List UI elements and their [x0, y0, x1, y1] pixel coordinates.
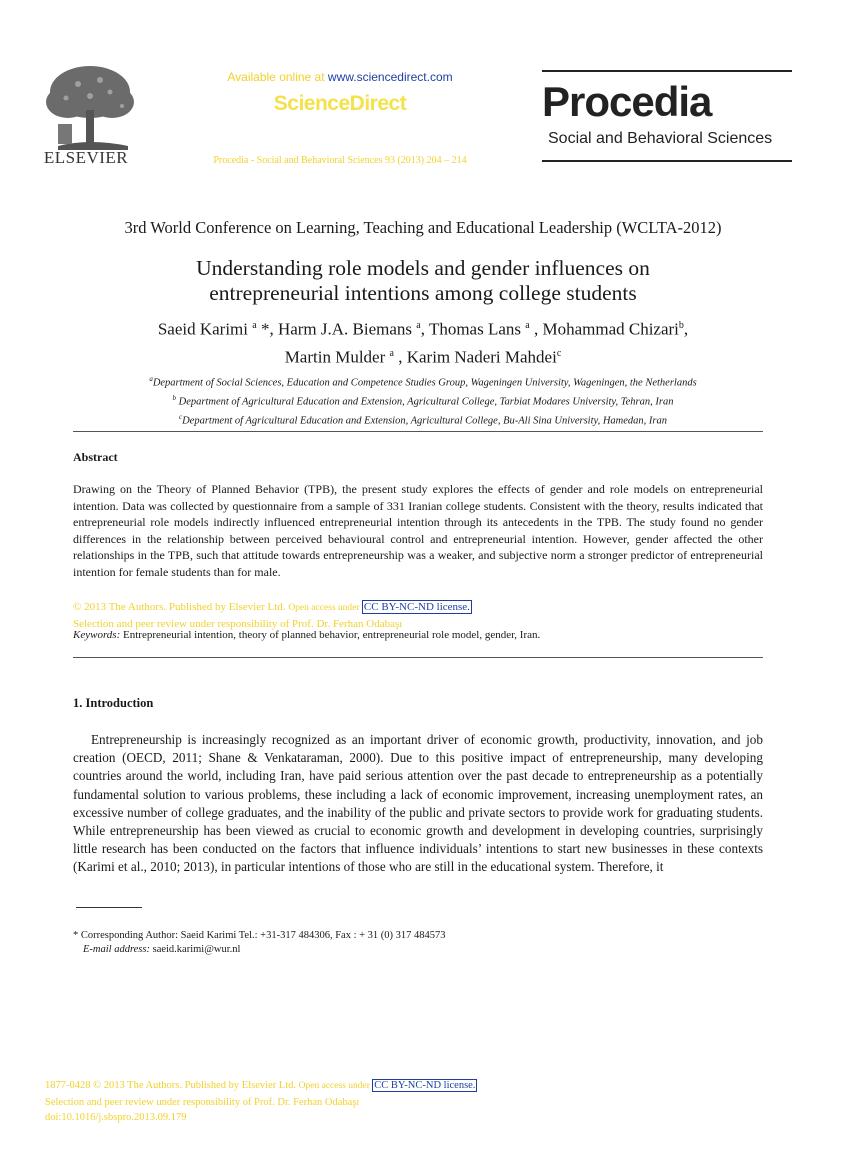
author-sep: ,	[529, 319, 543, 339]
email-address[interactable]: saeid.karimi@wur.nl	[149, 944, 241, 955]
available-online-line	[150, 70, 530, 84]
copyright-text: © 2013 The Authors. Published by Elsevier Ltd.	[73, 601, 289, 613]
introduction-text	[73, 731, 763, 877]
title-line-2: entrepreneurial intentions among college students	[209, 281, 637, 305]
affiliation	[40, 372, 806, 391]
divider	[73, 431, 763, 432]
corresponding-author: * Corresponding Author: Saeid Karimi Tel.: +31-317 484306, Fax : + 31 (0) 317 484573	[73, 930, 446, 941]
author: Harm J.A. Biemans	[277, 319, 417, 339]
author-sep: ,	[393, 347, 407, 367]
affil-sup: c	[178, 413, 183, 421]
affiliations	[40, 372, 806, 429]
procedia-title: Procedia	[542, 78, 712, 125]
divider	[73, 657, 763, 658]
author-affil-sup: b	[678, 320, 684, 331]
affil-text: Department of Agricultural Education and Extension, Agricultural College, Bu-Ali Sina University, Hamedan, Iran	[182, 415, 667, 427]
sciencedirect-logo: ScienceDirect	[273, 92, 407, 115]
procedia-subtitle: Social and Behavioral Sciences	[548, 130, 773, 147]
email-label: E-mail address:	[83, 944, 150, 955]
journal-citation: Procedia - Social and Behavioral Sciences 93 (2013) 204 – 214	[213, 155, 467, 166]
introduction-body: Entrepreneurship is increasingly recognized as an important driver of economic growth, productivity, innovation, and job creation (OECD, 2011; Shane & Venkataraman, 2000). Due to this positive impact of entrepreneurship, many developing countries around the world, including Iran, have paid serious attention over the past decade to entrepreneurship as a potentially fundamental solution to various problems, these including a lack of economic improvement, increasing unemployment rates, an excessive number of college graduates, and the inability of the public and private sectors to provide work for graduating students. While entrepreneurship has been viewed as crucial to economic growth and development in developing countries, surprisingly little research has been conducted on the factors that influence individuals’ intentions to start new businesses in these contexts (Karimi et al., 2010; 2013), in particular intentions of those who are still in the educational system. Therefore, it	[73, 732, 763, 875]
keywords	[73, 629, 763, 641]
author: Karim Naderi Mahdei	[406, 347, 557, 367]
affil-sup: a	[149, 375, 153, 383]
affil-text: Department of Agricultural Education and Extension, Agricultural College, Tarbiat Modares University, Tehran, Iran	[176, 396, 674, 408]
affil-sup: b	[172, 394, 176, 402]
author: Martin Mulder	[284, 347, 390, 367]
abstract-heading: Abstract	[73, 450, 118, 464]
introduction-heading: 1. Introduction	[73, 696, 154, 710]
author-sep: *,	[256, 319, 278, 339]
author-affil-sup: a	[416, 320, 421, 331]
conference-name: 3rd World Conference on Learning, Teaching and Educational Leadership (WCLTA-2012)	[124, 218, 722, 237]
available-prefix: Available online at	[227, 70, 328, 84]
author: Mohammad Chizari	[542, 319, 679, 339]
doi-line[interactable]: doi:10.1016/j.sbspro.2013.09.179	[45, 1112, 187, 1123]
abstract-text: Drawing on the Theory of Planned Behavior (TPB), the present study explores the effects of gender and role models on entrepreneurial intention. Data was collected by questionnaire from a sample of 331 Iranian college students. Consistent with the theory, results indicated that entrepreneurial role models indirectly influenced entrepreneurial intention through its antecedents in the TPB. The study found no gender differences in the relationship between perceived behavioural control and entrepreneurial intention. However, gender affected the other relationships in the TPB, such that attitude towards entrepreneurship was a weaker, and subjective norm a stronger predictor of entrepreneurial intention for female students than for male.	[73, 482, 763, 579]
cc-license-link[interactable]: CC BY-NC-ND license.	[363, 601, 470, 613]
author: Saeid Karimi	[157, 319, 253, 339]
peer-review-line: Selection and peer review under responsibility of Prof. Dr. Ferhan Odabaşı	[73, 618, 403, 630]
open-access-text: Open access under	[298, 1081, 373, 1091]
affiliation	[40, 391, 806, 410]
procedia-top-rule	[542, 70, 792, 72]
keywords-text: Entrepreneurial intention, theory of planned behavior, entrepreneurial role model, gender, Iran.	[120, 629, 541, 641]
author-affil-sup: a	[252, 320, 257, 331]
author-affil-sup: c	[556, 347, 562, 359]
copyright-block	[73, 599, 763, 632]
author-affil-sup: a	[389, 347, 394, 359]
author-list	[60, 314, 786, 369]
keywords-label: Keywords:	[73, 629, 121, 641]
footnote-rule	[76, 907, 142, 908]
affiliation	[40, 410, 806, 429]
title-line-1: Understanding role models and gender influences on	[196, 256, 650, 280]
cc-license-link[interactable]: CC BY-NC-ND license.	[374, 1080, 476, 1091]
author-sep: ,	[420, 319, 429, 339]
author-sep: ,	[683, 319, 689, 339]
open-access-text: Open access under	[288, 603, 362, 613]
procedia-bottom-rule	[542, 160, 792, 162]
copyright-line	[73, 599, 763, 616]
procedia-logo	[542, 70, 792, 162]
author: Thomas Lans	[428, 319, 526, 339]
affil-text: Department of Social Sciences, Education and Competence Studies Group, Wageningen University, Wageningen, the Netherlands	[152, 377, 697, 389]
issn-text: 1877-0428 © 2013 The Authors. Published by Elsevier Ltd.	[45, 1080, 299, 1091]
paper-title	[40, 256, 806, 306]
elsevier-wordmark: ELSEVIER	[43, 148, 129, 167]
author-affil-sup: a	[525, 320, 530, 331]
footnote	[73, 929, 763, 957]
email-line	[73, 943, 763, 957]
issn-line	[45, 1078, 645, 1095]
bottom-copyright	[45, 1078, 645, 1126]
peer-review-line: Selection and peer review under responsibility of Prof. Dr. Ferhan Odabaşı	[45, 1096, 360, 1108]
sciencedirect-url[interactable]: www.sciencedirect.com	[327, 70, 453, 84]
